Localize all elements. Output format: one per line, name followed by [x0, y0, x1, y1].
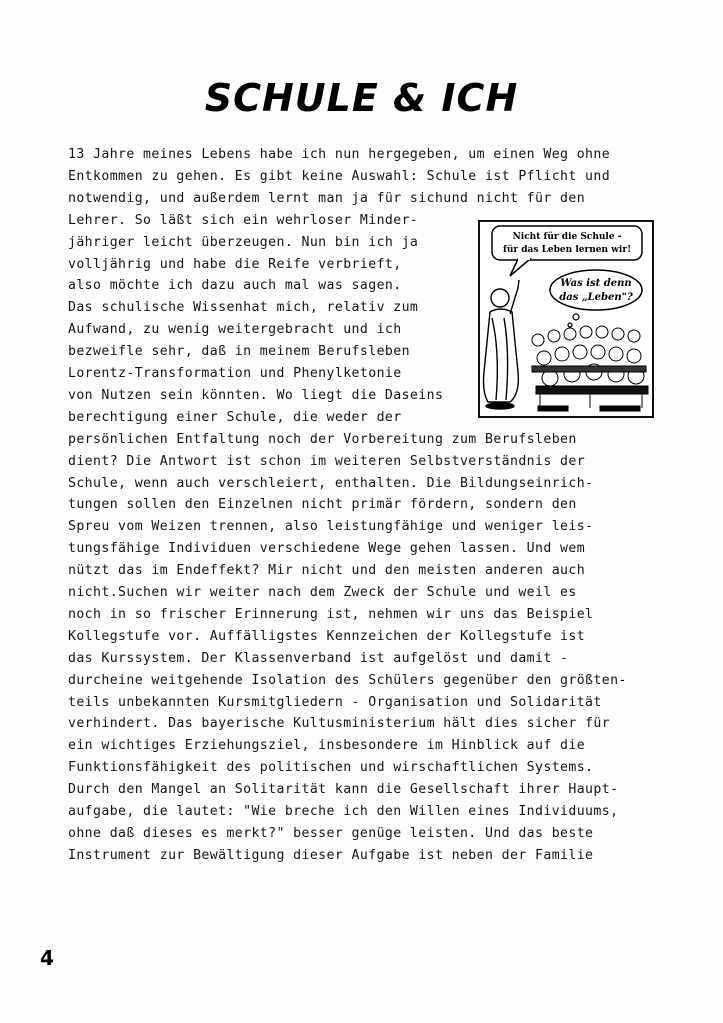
text-line: durcheine weitgehende Isolation des Schülers gegenüber den größten- [68, 672, 627, 688]
teacher-figure [484, 280, 520, 409]
text-line: Lehrer. So läßt sich ein wehrloser Minder- [68, 212, 419, 228]
thought-bubble-line2: das „Leben"? [559, 292, 633, 303]
text-line: tungsfähige Individuen verschiedene Wege gehen lassen. Und wem [68, 541, 586, 557]
speech-bubble-line1: Nicht für die Schule - [512, 232, 622, 242]
text-line: 13 Jahre meines Lebens habe ich nun hergegeben, um einen Weg ohne [68, 147, 611, 162]
text-line: nicht.Suchen wir weiter nach dem Zweck der Schule und weil es [68, 585, 577, 600]
text-line: tungen sollen den Einzelnen nicht primär fördern, sondern den [68, 497, 577, 513]
article-title: SCHULE & ICH [204, 76, 519, 120]
text-line: Aufwand, zu wenig weitergebracht und ich [68, 322, 402, 338]
text-line: das Kurssystem. Der Klassenverband ist aufgelöst und damit - [68, 650, 569, 666]
text-line: Durch den Mangel an Solitarität kann die Gesellschaft ihrer Haupt- [68, 782, 619, 798]
page-number: 4 [40, 946, 54, 970]
text-line: Funktionsfähigkeit des politischen und wirschaftlichen Systems. [68, 760, 594, 776]
text-line: Spreu vom Weizen trennen, also leistungfähige und weniger leis- [68, 519, 594, 535]
text-line: Lorentz-Transformation und Phenylketonie [68, 366, 402, 381]
text-line: verhindert. Das bayerische Kultusministerium hält dies sicher für [68, 716, 611, 732]
text-line: persönlichen Entfaltung noch der Vorbereitung zum Berufsleben [68, 431, 577, 447]
students-group [532, 326, 648, 411]
school-cartoon-illustration [478, 220, 654, 418]
text-line: volljährig und habe die Reife verbrieft, [68, 256, 402, 272]
text-line: ein wichtiges Erziehungsziel, insbesondere im Hinblick auf die [68, 738, 586, 754]
text-line: ohne daß dieses es merkt?" besser genüge leisten. Und das beste [68, 825, 594, 841]
text-line: von Nutzen sein könnten. Wo liegt die Daseins [68, 387, 444, 403]
text-line: Kollegstufe vor. Auffälligstes Kennzeichen der Kollegstufe ist [68, 628, 586, 644]
text-line: teils unbekannten Kursmitgliedern - Organisation und Solidarität [68, 694, 602, 710]
text-line: nützt das im Endeffekt? Mir nicht und den meisten anderen auch [68, 563, 586, 579]
text-line: bezweifle sehr, daß in meinem Berufsleben [68, 344, 410, 360]
text-line: noch in so frischer Erinnerung ist, nehmen wir uns das Beispiel [68, 606, 594, 622]
text-line: aufgabe, die lautet: "Wie breche ich den Willen eines Individuums, [68, 804, 619, 819]
text-line: berechtigung einer Schule, die weder der [68, 409, 402, 425]
text-line: jähriger leicht überzeugen. Nun bin ich ja [68, 234, 419, 250]
text-line: Das schulische Wissenhat mich, relativ zum [68, 300, 419, 316]
text-line: Entkommen zu gehen. Es gibt keine Auswahl: Schule ist Pflicht und [68, 168, 611, 184]
text-line: notwendig, und außerdem lernt man ja für sichund nicht für den [68, 190, 586, 206]
speech-bubble-line2: für das Leben lernen wir! [502, 245, 632, 255]
thought-bubble-line1: Was ist denn [560, 278, 632, 289]
text-line: Schule, wenn auch verschleiert, enthalten. Die Bildungseinrich- [68, 475, 594, 491]
text-line: dient? Die Antwort ist schon im weiteren Selbstverständnis der [68, 453, 586, 469]
text-line: Instrument zur Bewältigung dieser Aufgabe ist neben der Familie [68, 847, 594, 863]
thought-bubble [550, 270, 642, 310]
text-line: also möchte ich dazu auch mal was sagen. [68, 278, 402, 294]
